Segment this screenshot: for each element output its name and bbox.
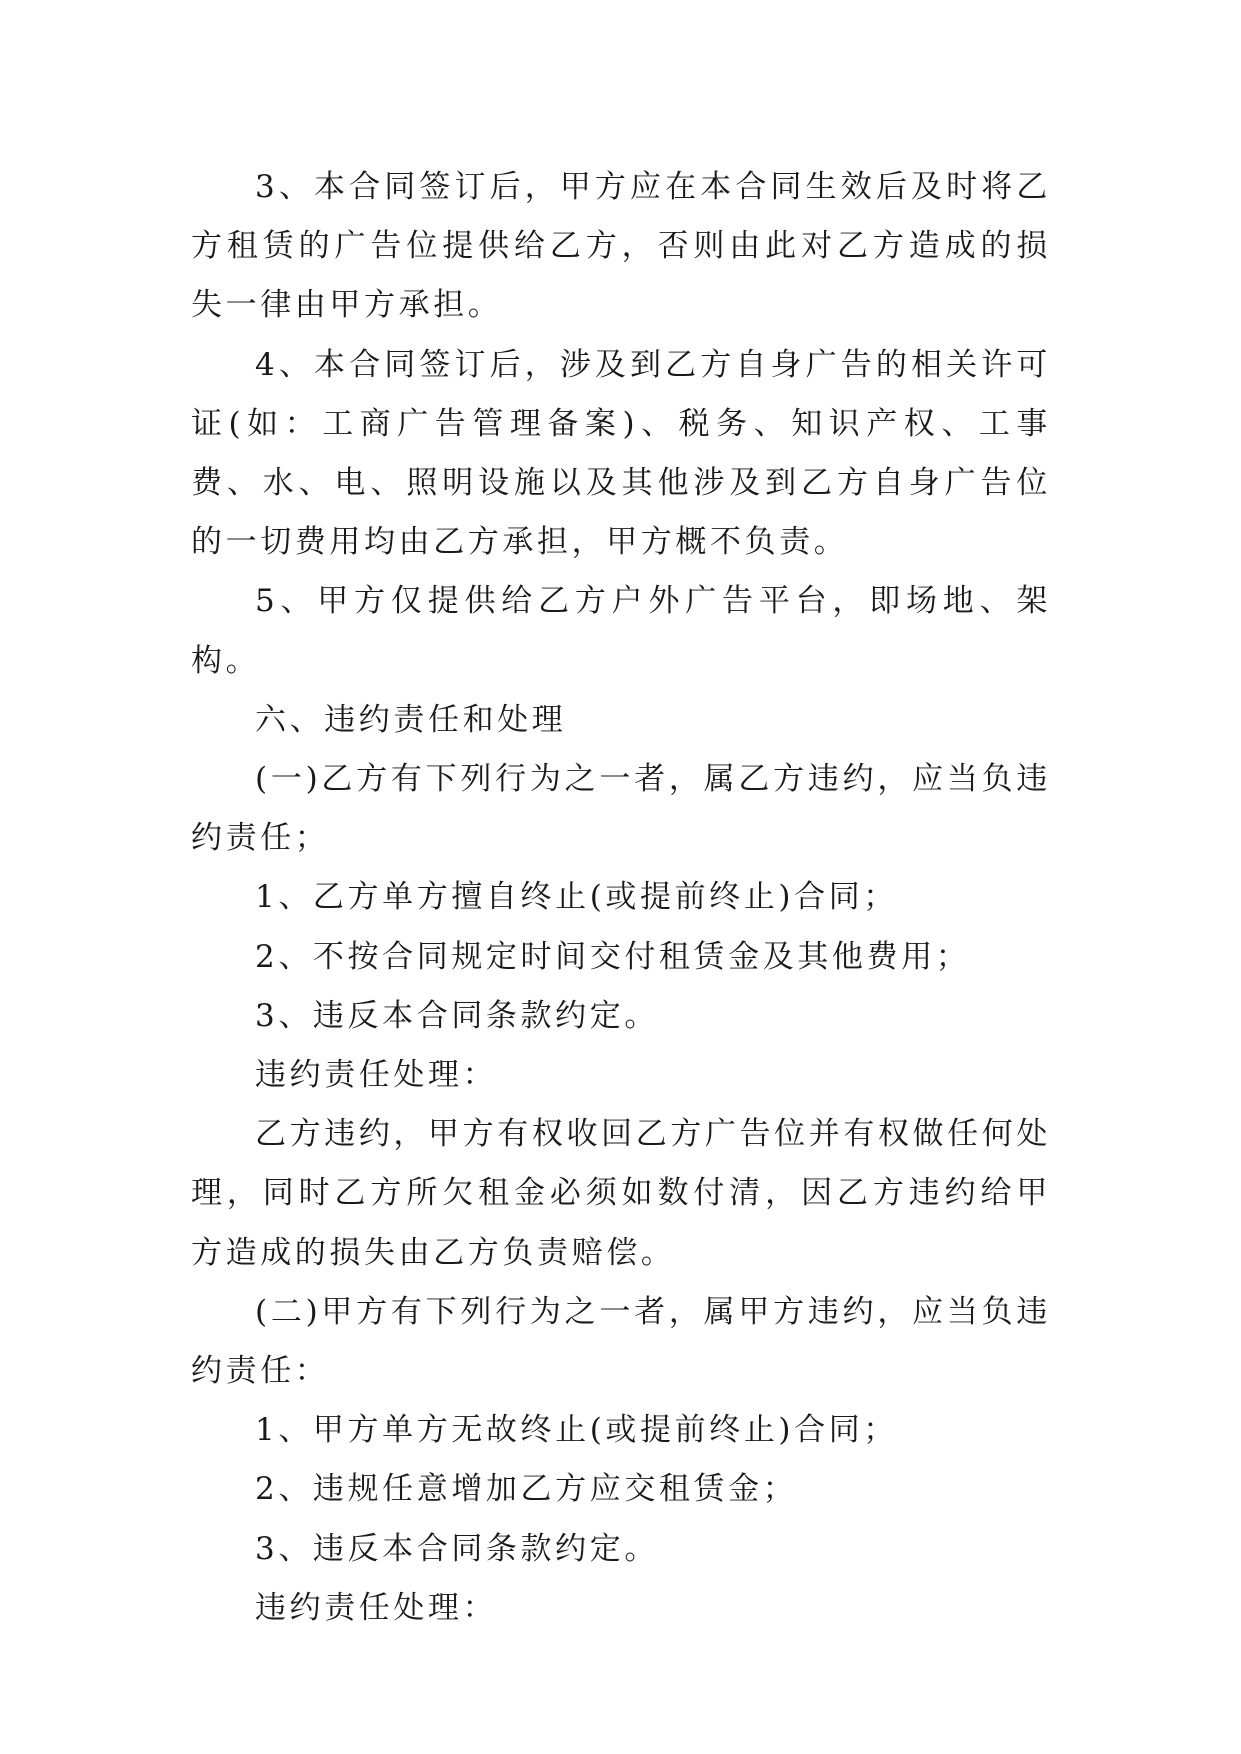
list-item: 1、乙方单方擅自终止(或提前终止)合同； bbox=[255, 879, 898, 916]
section-heading: 六、违约责任和处理 bbox=[255, 701, 567, 738]
paragraph: (二)甲方有下列行为之一者，属甲方违约，应当负违约责任： bbox=[191, 1293, 1051, 1390]
list-item: 3、违反本合同条款约定。 bbox=[255, 997, 659, 1034]
subheading: 违约责任处理： bbox=[255, 1589, 498, 1626]
paragraph: 4、本合同签订后，涉及到乙方自身广告的相关许可证(如：工商广告管理备案)、税务、知识产权、工事费、水、电、照明设施以及其他涉及到乙方自身广告位的一切费用均由乙方承担，甲方概不负责。 bbox=[191, 346, 1051, 561]
list-item: 2、不按合同规定时间交付租赁金及其他费用； bbox=[255, 938, 971, 975]
paragraph: 3、本合同签订后，甲方应在本合同生效后及时将乙方租赁的广告位提供给乙方，否则由此对乙方造成的损失一律由甲方承担。 bbox=[191, 169, 1051, 324]
list-item: 3、违反本合同条款约定。 bbox=[255, 1530, 659, 1567]
subheading: 违约责任处理： bbox=[255, 1057, 498, 1094]
paragraph: 乙方违约，甲方有权收回乙方广告位并有权做任何处理，同时乙方所欠租金必须如数付清，因乙方违约给甲方造成的损失由乙方负责赔偿。 bbox=[191, 1116, 1051, 1271]
document-body bbox=[191, 158, 1051, 1638]
paragraph: (一)乙方有下列行为之一者，属乙方违约，应当负违约责任； bbox=[191, 761, 1051, 857]
paragraph: 5、甲方仅提供给乙方户外广告平台，即场地、架构。 bbox=[191, 583, 1051, 679]
list-item: 2、违规任意增加乙方应交租赁金； bbox=[255, 1471, 798, 1508]
list-item: 1、甲方单方无故终止(或提前终止)合同； bbox=[255, 1412, 898, 1449]
